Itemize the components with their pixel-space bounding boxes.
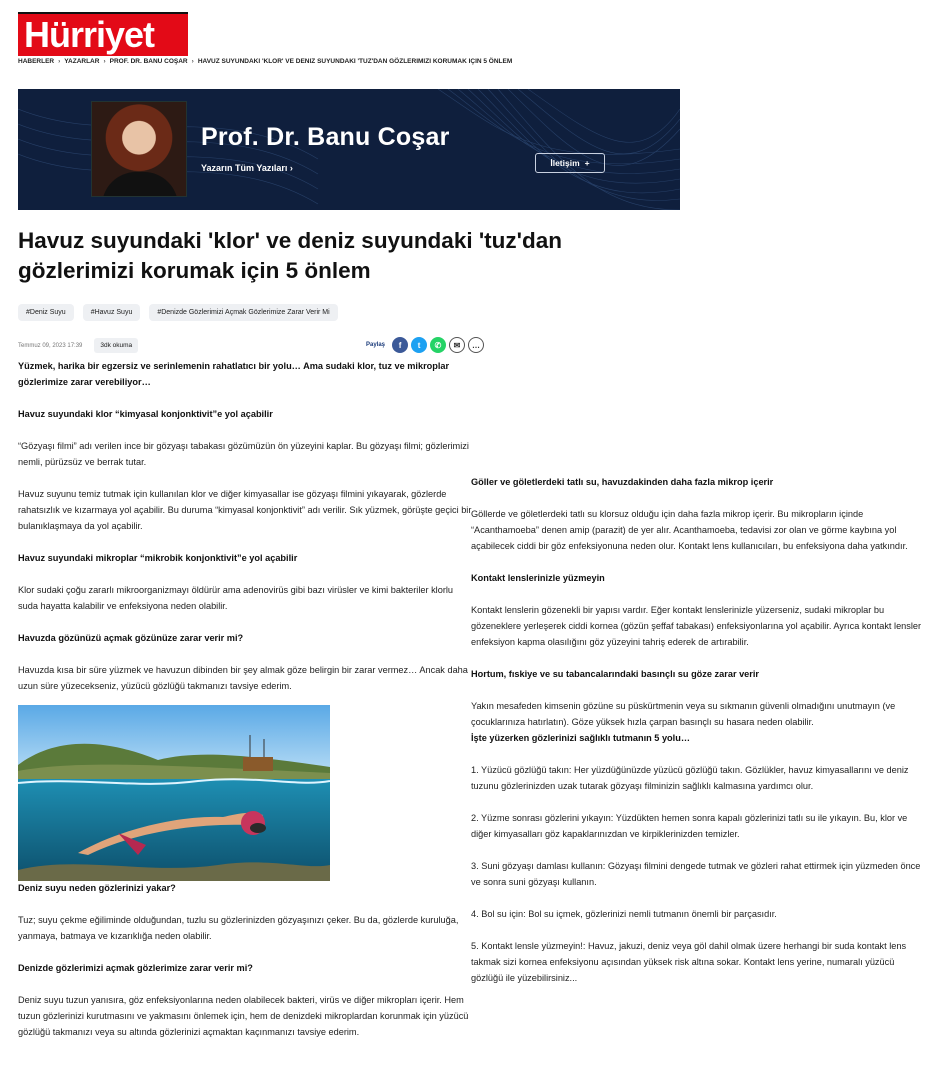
facebook-icon[interactable]: f [392,337,408,353]
author-photo [91,101,187,197]
breadcrumb-item[interactable]: HABERLER [18,58,55,65]
twitter-icon[interactable]: t [411,337,427,353]
list-item: 4. Bol su için: Bol su içmek, gözlerinizi nemli tutmanın önemli bir parçasıdır. [471,909,777,919]
tag-list [18,304,338,321]
tag-item[interactable]: #Denizde Gözlerimizi Açmak Gözlerimize Zarar Verir Mi [149,304,337,321]
breadcrumb [18,58,512,65]
list-item: 5. Kontakt lensle yüzmeyin!: Havuz, jakuzi, deniz veya göl dahil olmak üzere herhangi bir suda kontakt lens takmak sizi kornea enfeksiyonu açısından yüksek risk altına sokar. Kontakt lens yerine, numaralı yüzücü gözlüğü ile yüzebilirsiniz... [471,941,907,983]
section-heading: Deniz suyu neden gözlerinizi yakar? [18,883,176,893]
read-time-badge: 3dk okuma [94,338,138,353]
article-body-left-2 [18,880,473,1056]
paragraph: Havuz suyunu temiz tutmak için kullanılan klor ve diğer kimyasallar ise gözyaşı filmini yıkayarak, gözlerde rahatsızlık ve kızarmaya yol açabilir. Bu duruma “kimyasal konjonktivit” adı verilir. Sık yüzmek, görüşte geçici bir bulanıklaşmaya da yol açabilir. [18,489,472,531]
paragraph: Deniz suyu tuzun yanısıra, göz enfeksiyonlarına neden olabilecek bakteri, virüs ve diğer mikropları içerir. Hem tuzun gözlerinizi kurutmasını ve yakmasını önlemek için, hem de denizdeki mikroplardan korunmak için yüzücü gözlüğü takmanızı veya su altında gözlerinizi açmaktan kaçınmanızı tavsiye ederim. [18,995,469,1037]
contact-button[interactable]: İletişim + [535,153,605,173]
list-item: 2. Yüzme sonrası gözlerini yıkayın: Yüzdükten hemen sonra kapalı gözlerinizi tatlı su ile yıkayın. Bu, klor ve diğer kimyasalları göz kapaklarınızdan ve kirpiklerinizden temizler. [471,813,908,839]
share-label: Paylaş [366,342,386,348]
chevron-right-icon: › [58,58,61,65]
paragraph: Tuz; suyu çekme eğiliminde olduğundan, tuzlu su gözlerinizden gözyaşınızı çeker. Bu da, gözlerde kuruluğa, yanmaya, batmaya ve kızarıklığa neden olabilir. [18,915,459,941]
paragraph: Yakın mesafeden kimsenin gözüne su püskürtmenin veya su sıkmanın güvenli olmadığını unutmayın (ve çocuklarınıza hatırlatın). Göze yüksek hızla çarpan basınçlı su hasara neden olabilir. [471,701,896,727]
breadcrumb-current: HAVUZ SUYUNDAKI 'KLOR' VE DENIZ SUYUNDAKI 'TUZ'DAN GÖZLERIMIZI KORUMAK IÇIN 5 ÖNLEM [197,58,513,65]
section-heading: Havuz suyundaki klor “kimyasal konjonktivit”e yol açabilir [18,409,273,419]
paragraph: Kontakt lenslerin gözenekli bir yapısı vardır. Eğer kontakt lenslerinizle yüzerseniz, sudaki mikroplar bu gözeneklere yerleşerek ciddi kornea (gözün şeffaf tabakası) enfeksiyonlarına yol açabilir. Ayrıca kontakt lensler enfeksiyon kapma olasılığını göz yüzeyini tahriş ederek de artırabilir. [471,605,922,647]
section-heading: Göller ve göletlerdeki tatlı su, havuzdakinden daha fazla mikrop içerir [471,477,774,487]
article-body-left [18,358,473,710]
article-title: Havuz suyundaki 'klor' ve deniz suyundaki 'tuz'dan gözlerimizi korumak için 5 önlem [18,228,563,283]
all-posts-link[interactable]: Yazarın Tüm Yazıları › [201,163,293,173]
chevron-right-icon: › [191,58,194,65]
article-meta [18,338,138,353]
section-heading: İşte yüzerken gözlerinizi sağlıklı tutmanın 5 yolu… [471,733,691,743]
tag-item[interactable]: #Havuz Suyu [83,304,141,321]
chevron-right-icon: › [103,58,106,65]
list-item: 3. Suni gözyaşı damlası kullanın: Gözyaşı filmini dengede tutmak ve gözleri rahat ettirmek için yüzmeden önce ve sonra suni gözyaşı kullanın. [471,861,921,887]
mail-icon[interactable]: ✉ [449,337,465,353]
article-body-right [471,474,926,1002]
section-heading: Havuzda gözünüzü açmak gözünüze zarar verir mi? [18,633,244,643]
section-heading: Havuz suyundaki mikroplar “mikrobik konjonktivit”e yol açabilir [18,553,298,563]
section-heading: Hortum, fıskiye ve su tabancalarındaki basınçlı su göze zarar verir [471,669,759,679]
section-heading: Denizde gözlerimizi açmak gözlerimize zarar verir mi? [18,963,253,973]
more-icon[interactable]: … [468,337,484,353]
list-item: 1. Yüzücü gözlüğü takın: Her yüzdüğünüzde yüzücü gözlüğü takın. Gözlükler, havuz kimyasallarını ve deniz tuzunu gözlerinizden uzak tutarak gözyaşı filminizin sağlıklı kalmasına yardımcı olur. [471,765,909,791]
hurriyet-logo[interactable]: Hürriyet [18,12,188,56]
breadcrumb-item[interactable]: YAZARLAR [64,58,100,65]
share-bar [366,337,484,353]
chevron-right-icon: › [289,163,293,173]
author-name[interactable]: Prof. Dr. Banu Coşar [201,123,450,151]
plus-icon: + [584,158,590,168]
paragraph: Göllerde ve göletlerdeki tatlı su klorsuz olduğu için daha fazla mikrop içerir. Bu mikropların içinde “Acanthamoeba” denen amip (parazit) de yer alır. Acanthamoeba, tedavisi zor olan ve görme kaybına yol açabilecek ciddi bir göz enfeksiyonuna neden olur. Kontakt lens kullanıcıları, bu enfeksiyona daha yatkındır. [471,509,908,551]
section-heading: Kontakt lenslerinizle yüzmeyin [471,573,605,583]
breadcrumb-item[interactable]: PROF. DR. BANU COŞAR [109,58,188,65]
paragraph: Havuzda kısa bir süre yüzmek ve havuzun dibinden bir şey almak göze belirgin bir zarar vermez… Ancak daha uzun süre yüzecekseniz, yüzücü gözlüğü takmanızı tavsiye ederim. [18,665,468,691]
whatsapp-icon[interactable]: ✆ [430,337,446,353]
publish-date: Temmuz 09, 2023 17:39 [18,342,83,349]
tag-item[interactable]: #Deniz Suyu [18,304,74,321]
article-lead: Yüzmek, harika bir egzersiz ve serinlemenin rahatlatıcı bir yolu… Ama sudaki klor, tuz ve mikroplar gözlerimize zarar verebiliyor… [18,361,450,387]
paragraph: Klor sudaki çoğu zararlı mikroorganizmayı öldürür ama adenovirüs gibi bazı virüsler ve kimi bakteriler klorlu suda hayatta kalabilir ve enfeksiyona neden olabilir. [18,585,454,611]
author-banner [18,89,680,210]
article-image-swimmer [18,705,330,881]
paragraph: “Gözyaşı filmi” adı verilen ince bir gözyaşı tabakası gözümüzün ön yüzeyini kaplar. Bu gözyaşı filmi; gözlerimizi nemli, pürüzsüz ve berrak tutar. [18,441,469,467]
